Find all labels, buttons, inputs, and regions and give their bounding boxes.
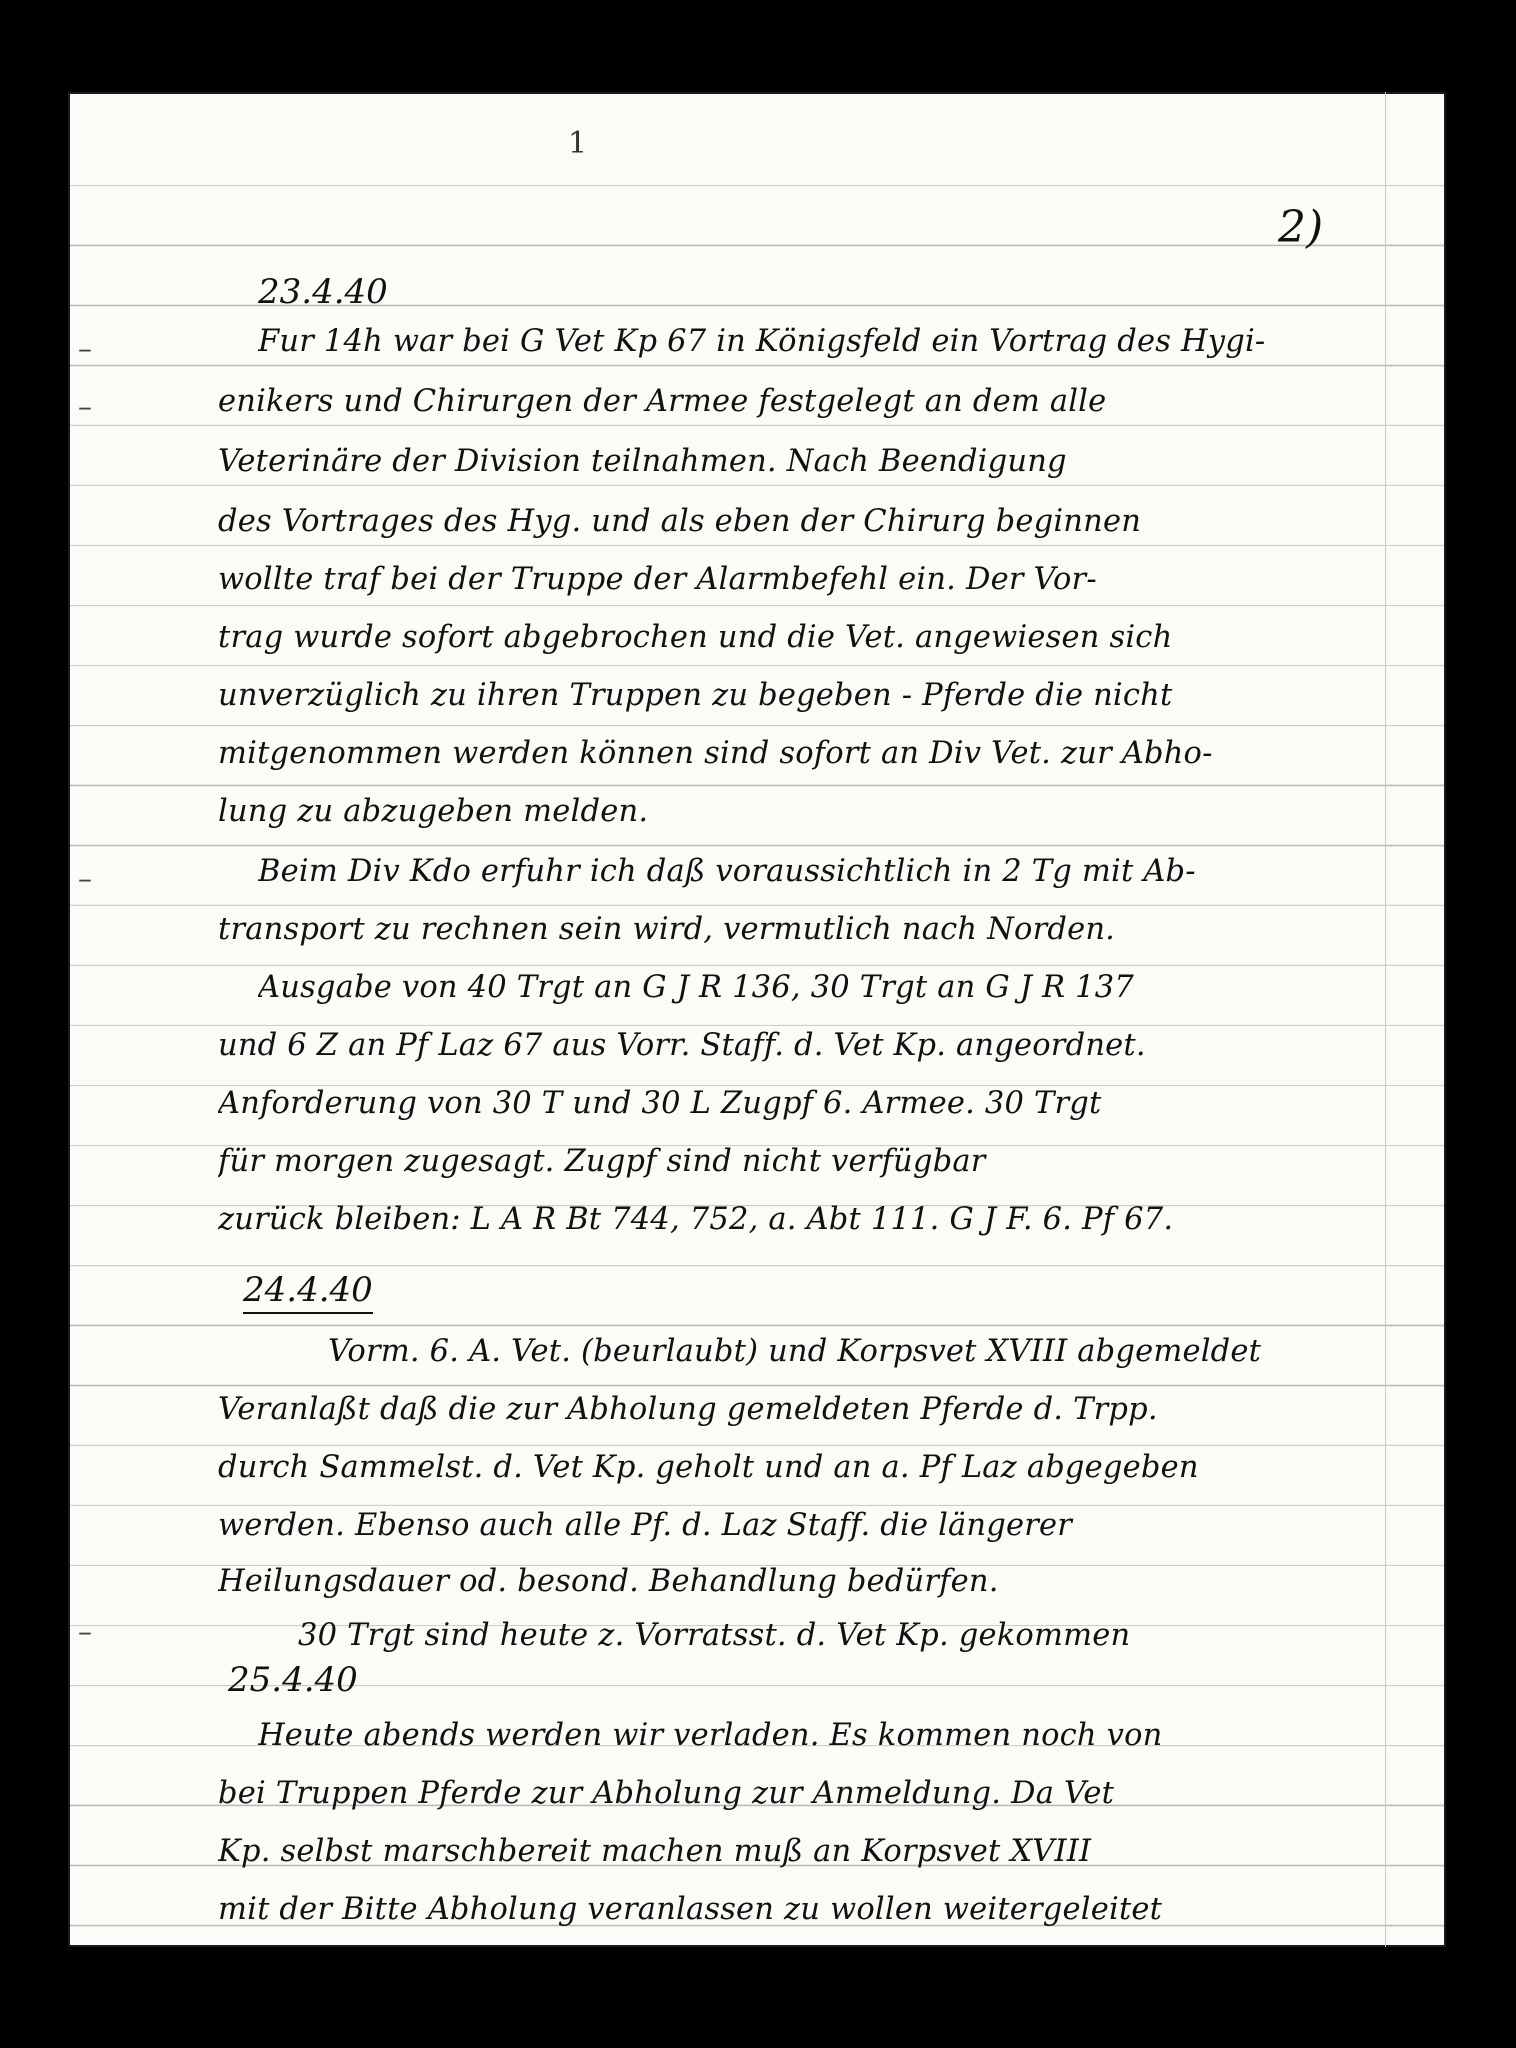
entry-line: für morgen zugesagt. Zugpf sind nicht verfügbar bbox=[218, 1144, 986, 1179]
entry-line: Anforderung von 30 T und 30 L Zugpf 6. Armee. 30 Trgt bbox=[218, 1086, 1102, 1121]
entry-line: wollte traf bei der Truppe der Alarmbefehl ein. Der Vor- bbox=[218, 562, 1097, 597]
entry-date: 24.4.40 bbox=[243, 1270, 373, 1314]
entry-line: Vorm. 6. A. Vet. (beurlaubt) und Korpsvet XVIII abgemeldet bbox=[328, 1334, 1262, 1369]
entry-line: lung zu abzugeben melden. bbox=[218, 794, 649, 829]
margin-tick-icon: – bbox=[78, 1615, 92, 1648]
page-number: 2) bbox=[1278, 202, 1324, 253]
margin-tick-icon: – bbox=[78, 862, 92, 895]
entry-line: Heilungsdauer od. besond. Behandlung bedürfen. bbox=[218, 1564, 999, 1599]
entry-line: Veterinäre der Division teilnahmen. Nach Beendigung bbox=[218, 444, 1067, 479]
entry-line: Heute abends werden wir verladen. Es kommen noch von bbox=[258, 1718, 1163, 1753]
entry-line: Fur 14h war bei G Vet Kp 67 in Königsfeld ein Vortrag des Hygi- bbox=[258, 324, 1266, 359]
entry-line: Ausgabe von 40 Trgt an G J R 136, 30 Trgt an G J R 137 bbox=[258, 970, 1134, 1005]
entry-line: mit der Bitte Abholung veranlassen zu wollen weitergeleitet bbox=[218, 1892, 1163, 1927]
top-mark: 1 bbox=[568, 126, 588, 161]
entry-line: 30 Trgt sind heute z. Vorratsst. d. Vet Kp. gekommen bbox=[298, 1618, 1131, 1653]
entry-line: werden. Ebenso auch alle Pf. d. Laz Staff. die längerer bbox=[218, 1508, 1073, 1543]
document-page bbox=[68, 92, 1446, 1947]
entry-line: Veranlaßt daß die zur Abholung gemeldeten Pferde d. Trpp. bbox=[218, 1392, 1158, 1427]
entry-line: Beim Div Kdo erfuhr ich daß voraussichtlich in 2 Tg mit Ab- bbox=[258, 854, 1196, 889]
entry-line: bei Truppen Pferde zur Abholung zur Anmeldung. Da Vet bbox=[218, 1776, 1115, 1811]
entry-line: Kp. selbst marschbereit machen muß an Korpsvet XVIII bbox=[218, 1834, 1092, 1869]
margin-tick-icon: – bbox=[78, 390, 92, 423]
entry-line: enikers und Chirurgen der Armee festgelegt an dem alle bbox=[218, 384, 1107, 419]
entry-line: des Vortrages des Hyg. und als eben der Chirurg beginnen bbox=[218, 504, 1142, 539]
margin-tick-icon: – bbox=[78, 332, 92, 365]
entry-line: trag wurde sofort abgebrochen und die Vet. angewiesen sich bbox=[218, 620, 1173, 655]
entry-line: mitgenommen werden können sind sofort an Div Vet. zur Abho- bbox=[218, 736, 1213, 771]
entry-line: unverzüglich zu ihren Truppen zu begeben - Pferde die nicht bbox=[218, 678, 1173, 713]
entry-date: 23.4.40 bbox=[258, 272, 388, 312]
entry-line: zurück bleiben: L A R Bt 744, 752, a. Abt 111. G J F. 6. Pf 67. bbox=[218, 1202, 1174, 1237]
entry-line: transport zu rechnen sein wird, vermutlich nach Norden. bbox=[218, 912, 1116, 947]
entry-line: durch Sammelst. d. Vet Kp. geholt und an a. Pf Laz abgegeben bbox=[218, 1450, 1199, 1485]
entry-line: und 6 Z an Pf Laz 67 aus Vorr. Staff. d. Vet Kp. angeordnet. bbox=[218, 1028, 1146, 1063]
entry-date: 25.4.40 bbox=[228, 1660, 358, 1700]
